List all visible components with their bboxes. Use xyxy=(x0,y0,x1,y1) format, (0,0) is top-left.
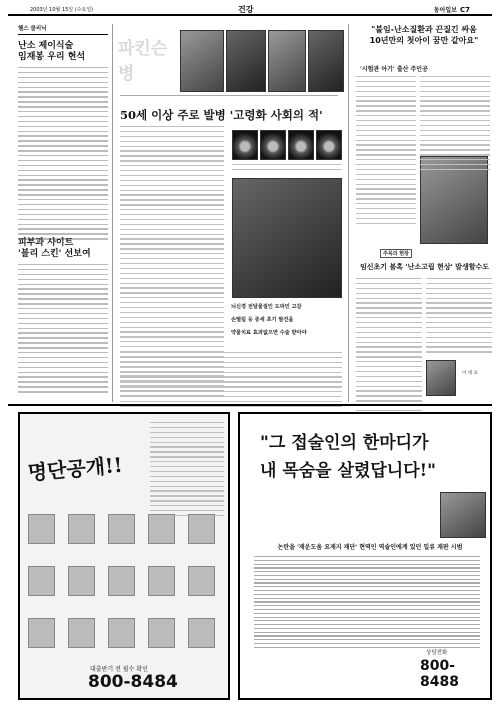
photo-placeholder-icon xyxy=(232,178,342,298)
brain-scan-icon xyxy=(260,130,286,160)
photo-caption xyxy=(120,95,338,100)
ad-phone-label: 상담전화 xyxy=(426,650,448,656)
page-header xyxy=(8,4,492,16)
photo-placeholder-icon xyxy=(28,514,55,544)
left-article-body-2 xyxy=(18,264,108,393)
right-headline xyxy=(356,24,492,46)
photo-placeholder-icon xyxy=(148,514,175,544)
photo-placeholder-icon xyxy=(108,514,135,544)
paper-name xyxy=(434,5,470,14)
photo-placeholder-icon xyxy=(108,618,135,648)
brain-scan-icon xyxy=(316,130,342,160)
left-headline-1-line2: 임재봉 우리 현석 xyxy=(18,52,86,62)
advertisement-right xyxy=(238,412,492,700)
page-number: C7 xyxy=(459,6,470,14)
right-article-body-3 xyxy=(356,278,422,425)
brain-scan-icon xyxy=(288,130,314,160)
photo-placeholder-icon xyxy=(268,30,306,92)
right-article-body-4 xyxy=(426,278,492,356)
right-subhead: '시험관 아기' 출산 주인공 xyxy=(360,66,428,73)
right-subhead-2: 임신초기 불혹 '난소고립 현상' 발생할수도 xyxy=(360,263,489,271)
column-label: 헬스 클리닉 xyxy=(18,24,108,35)
photo-placeholder-icon xyxy=(188,618,215,648)
photo-placeholder-icon xyxy=(188,566,215,596)
photo-placeholder-icon xyxy=(440,492,486,538)
brain-scan-icon xyxy=(232,130,258,160)
left-headline-1 xyxy=(18,41,108,63)
subhead-2: 손떨림 등 증세 초기 발견을 xyxy=(231,317,294,323)
main-headline: 50세 이상 주로 발병 '고령화 사회의 적' xyxy=(120,108,323,122)
ad-phone-number[interactable]: 800-8484 xyxy=(88,672,178,692)
column-divider xyxy=(348,24,349,402)
subhead-3: 약물치료 효과없으면 수술 받아야 xyxy=(231,330,307,336)
left-headline-2-line2: '블리 스킨' 선보여 xyxy=(18,249,91,259)
advertisement-left xyxy=(18,412,230,700)
photo-placeholder-icon xyxy=(28,566,55,596)
byline: 이 대 표 xyxy=(462,371,478,376)
ad-left-text xyxy=(150,422,224,520)
issue-date: 2003년 10월 15일 (수요일) xyxy=(30,7,94,13)
right-headline-line1: "불임-난소질환과 끈질긴 싸움 xyxy=(371,25,477,34)
photo-placeholder-icon xyxy=(68,514,95,544)
photo-placeholder-icon xyxy=(180,30,224,92)
scan-caption xyxy=(232,164,342,174)
photo-placeholder-icon xyxy=(226,30,266,92)
ad-phone-label: 대출받기 전 필수 확인 xyxy=(90,666,148,673)
photo-placeholder-icon xyxy=(188,514,215,544)
main-article-body-lower xyxy=(120,352,342,411)
photo-placeholder-icon xyxy=(108,566,135,596)
ad-banner: 명단공개!! xyxy=(26,452,124,485)
photo-placeholder-icon xyxy=(68,566,95,596)
ad-right-text xyxy=(254,556,480,651)
photo-placeholder-icon xyxy=(28,618,55,648)
section-tag: 주목의 현장 xyxy=(380,249,412,258)
right-headline-line2: 10년만의 첫아이 꿈만 같아요" xyxy=(369,36,479,45)
paper-title: 동아일보 xyxy=(433,7,457,14)
subhead-1: 뇌신경 전달물질인 도파민 고갈 xyxy=(231,304,302,310)
article-subheads xyxy=(231,303,343,342)
photo-placeholder-icon xyxy=(68,618,95,648)
decor-title: 파킨슨병 xyxy=(118,39,168,84)
ad-hotline-text: 논란을 '재운도움 요재지 재단' 현역인 역술인에게 있던 일류 재판 시범 xyxy=(277,544,463,551)
left-column-lower xyxy=(18,238,108,398)
right-article-body-2 xyxy=(420,76,490,174)
ad-quote-line2: 내 목숨을 살렸답니다!" xyxy=(260,461,436,481)
left-headline-1-line1: 난소 제이식술 xyxy=(18,41,74,51)
right-article-body-1 xyxy=(356,76,416,228)
ad-photo-grid xyxy=(28,514,220,650)
ad-phone-number[interactable]: 800-8488 xyxy=(420,658,459,690)
column-divider xyxy=(112,24,113,402)
photo-placeholder-icon xyxy=(148,618,175,648)
left-headline-2-line1: 피부과 사이트 xyxy=(18,238,74,248)
ad-quote-line1: "그 접술인의 한마디가 xyxy=(260,433,429,453)
section-title: 건강 xyxy=(238,5,254,14)
photo-placeholder-icon xyxy=(426,360,456,396)
photo-placeholder-icon xyxy=(148,566,175,596)
left-article-body-1 xyxy=(18,67,108,240)
ad-separator xyxy=(8,404,492,406)
photo-placeholder-icon xyxy=(308,30,344,92)
left-headline-2 xyxy=(18,238,108,260)
